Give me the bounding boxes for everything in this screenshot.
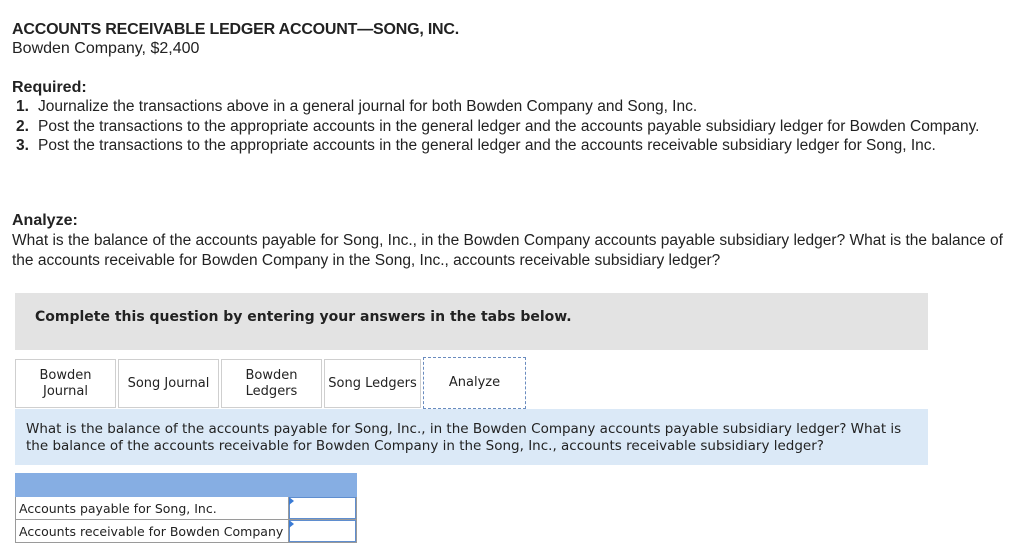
tab-analyze[interactable] xyxy=(423,357,526,409)
tab-song-journal[interactable] xyxy=(118,359,219,408)
required-item-text: Journalize the transactions above in a general journal for both Bowden Company and Song, Inc. xyxy=(38,98,698,115)
instructions-text: Complete this question by entering your answers in the tabs below. xyxy=(35,309,572,325)
input-marker-icon xyxy=(289,520,294,528)
required-item-number: 1. xyxy=(16,98,29,115)
accounts-payable-song-input[interactable] xyxy=(289,497,356,519)
input-marker-icon xyxy=(289,497,294,505)
tab-label: Song Journal xyxy=(127,375,210,391)
question-text: What is the balance of the accounts payable for Song, Inc., in the Bowden Company accounts payable subsidiary ledger? What is the balance of the accounts receivable for Bowden Company in the Song, Inc., accounts receivable subsidiary ledger? xyxy=(26,421,902,454)
table-header-cell xyxy=(16,474,289,497)
required-item-number: 3. xyxy=(16,137,29,154)
problem-subtitle: Bowden Company, $2,400 xyxy=(12,40,200,57)
row-label: Accounts receivable for Bowden Company xyxy=(16,520,289,543)
tab-bowden-journal[interactable] xyxy=(15,359,116,408)
required-item xyxy=(16,136,1022,156)
problem-title: ACCOUNTS RECEIVABLE LEDGER ACCOUNT—SONG, INC. xyxy=(12,21,460,38)
tab-label: Ledgers xyxy=(245,383,298,399)
tab-label: Analyze xyxy=(448,375,501,390)
analyze-heading: Analyze: xyxy=(12,212,78,229)
tab-label: Journal xyxy=(43,383,88,399)
accounts-receivable-bowden-input[interactable] xyxy=(289,520,356,542)
tab-label: Bowden xyxy=(39,367,92,383)
analyze-text: What is the balance of the accounts payable for Song, Inc., in the Bowden Company accounts payable subsidiary ledger? What is the balance of the accounts receivable for Bowden Company in the Song, Inc., accounts receivable subsidiary ledger? xyxy=(12,232,1003,269)
required-item-text: Post the transactions to the appropriate accounts in the general ledger and the accounts payable subsidiary ledger for Bowden Company. xyxy=(38,117,980,135)
required-item xyxy=(16,97,1022,117)
required-heading: Required: xyxy=(12,79,87,96)
instructions-banner xyxy=(15,293,928,350)
table-row xyxy=(16,520,357,543)
answer-cell xyxy=(288,520,356,543)
tab-song-ledgers[interactable] xyxy=(324,359,421,408)
required-item-text: Post the transactions to the appropriate accounts in the general ledger and the accounts receivable subsidiary ledger for Song, Inc. xyxy=(38,137,936,154)
required-list xyxy=(16,97,1022,156)
answer-cell xyxy=(288,497,356,520)
tab-label: Bowden xyxy=(245,367,298,383)
tab-bowden-ledgers[interactable] xyxy=(221,359,322,408)
required-item xyxy=(16,117,1022,137)
row-label: Accounts payable for Song, Inc. xyxy=(16,497,289,520)
answer-table xyxy=(15,473,357,543)
table-header-cell xyxy=(288,474,356,497)
table-row xyxy=(16,497,357,520)
required-item-number: 2. xyxy=(16,117,29,135)
tab-label: Song Ledgers xyxy=(328,375,417,391)
table-header-row xyxy=(16,474,357,497)
question-panel xyxy=(15,409,928,465)
